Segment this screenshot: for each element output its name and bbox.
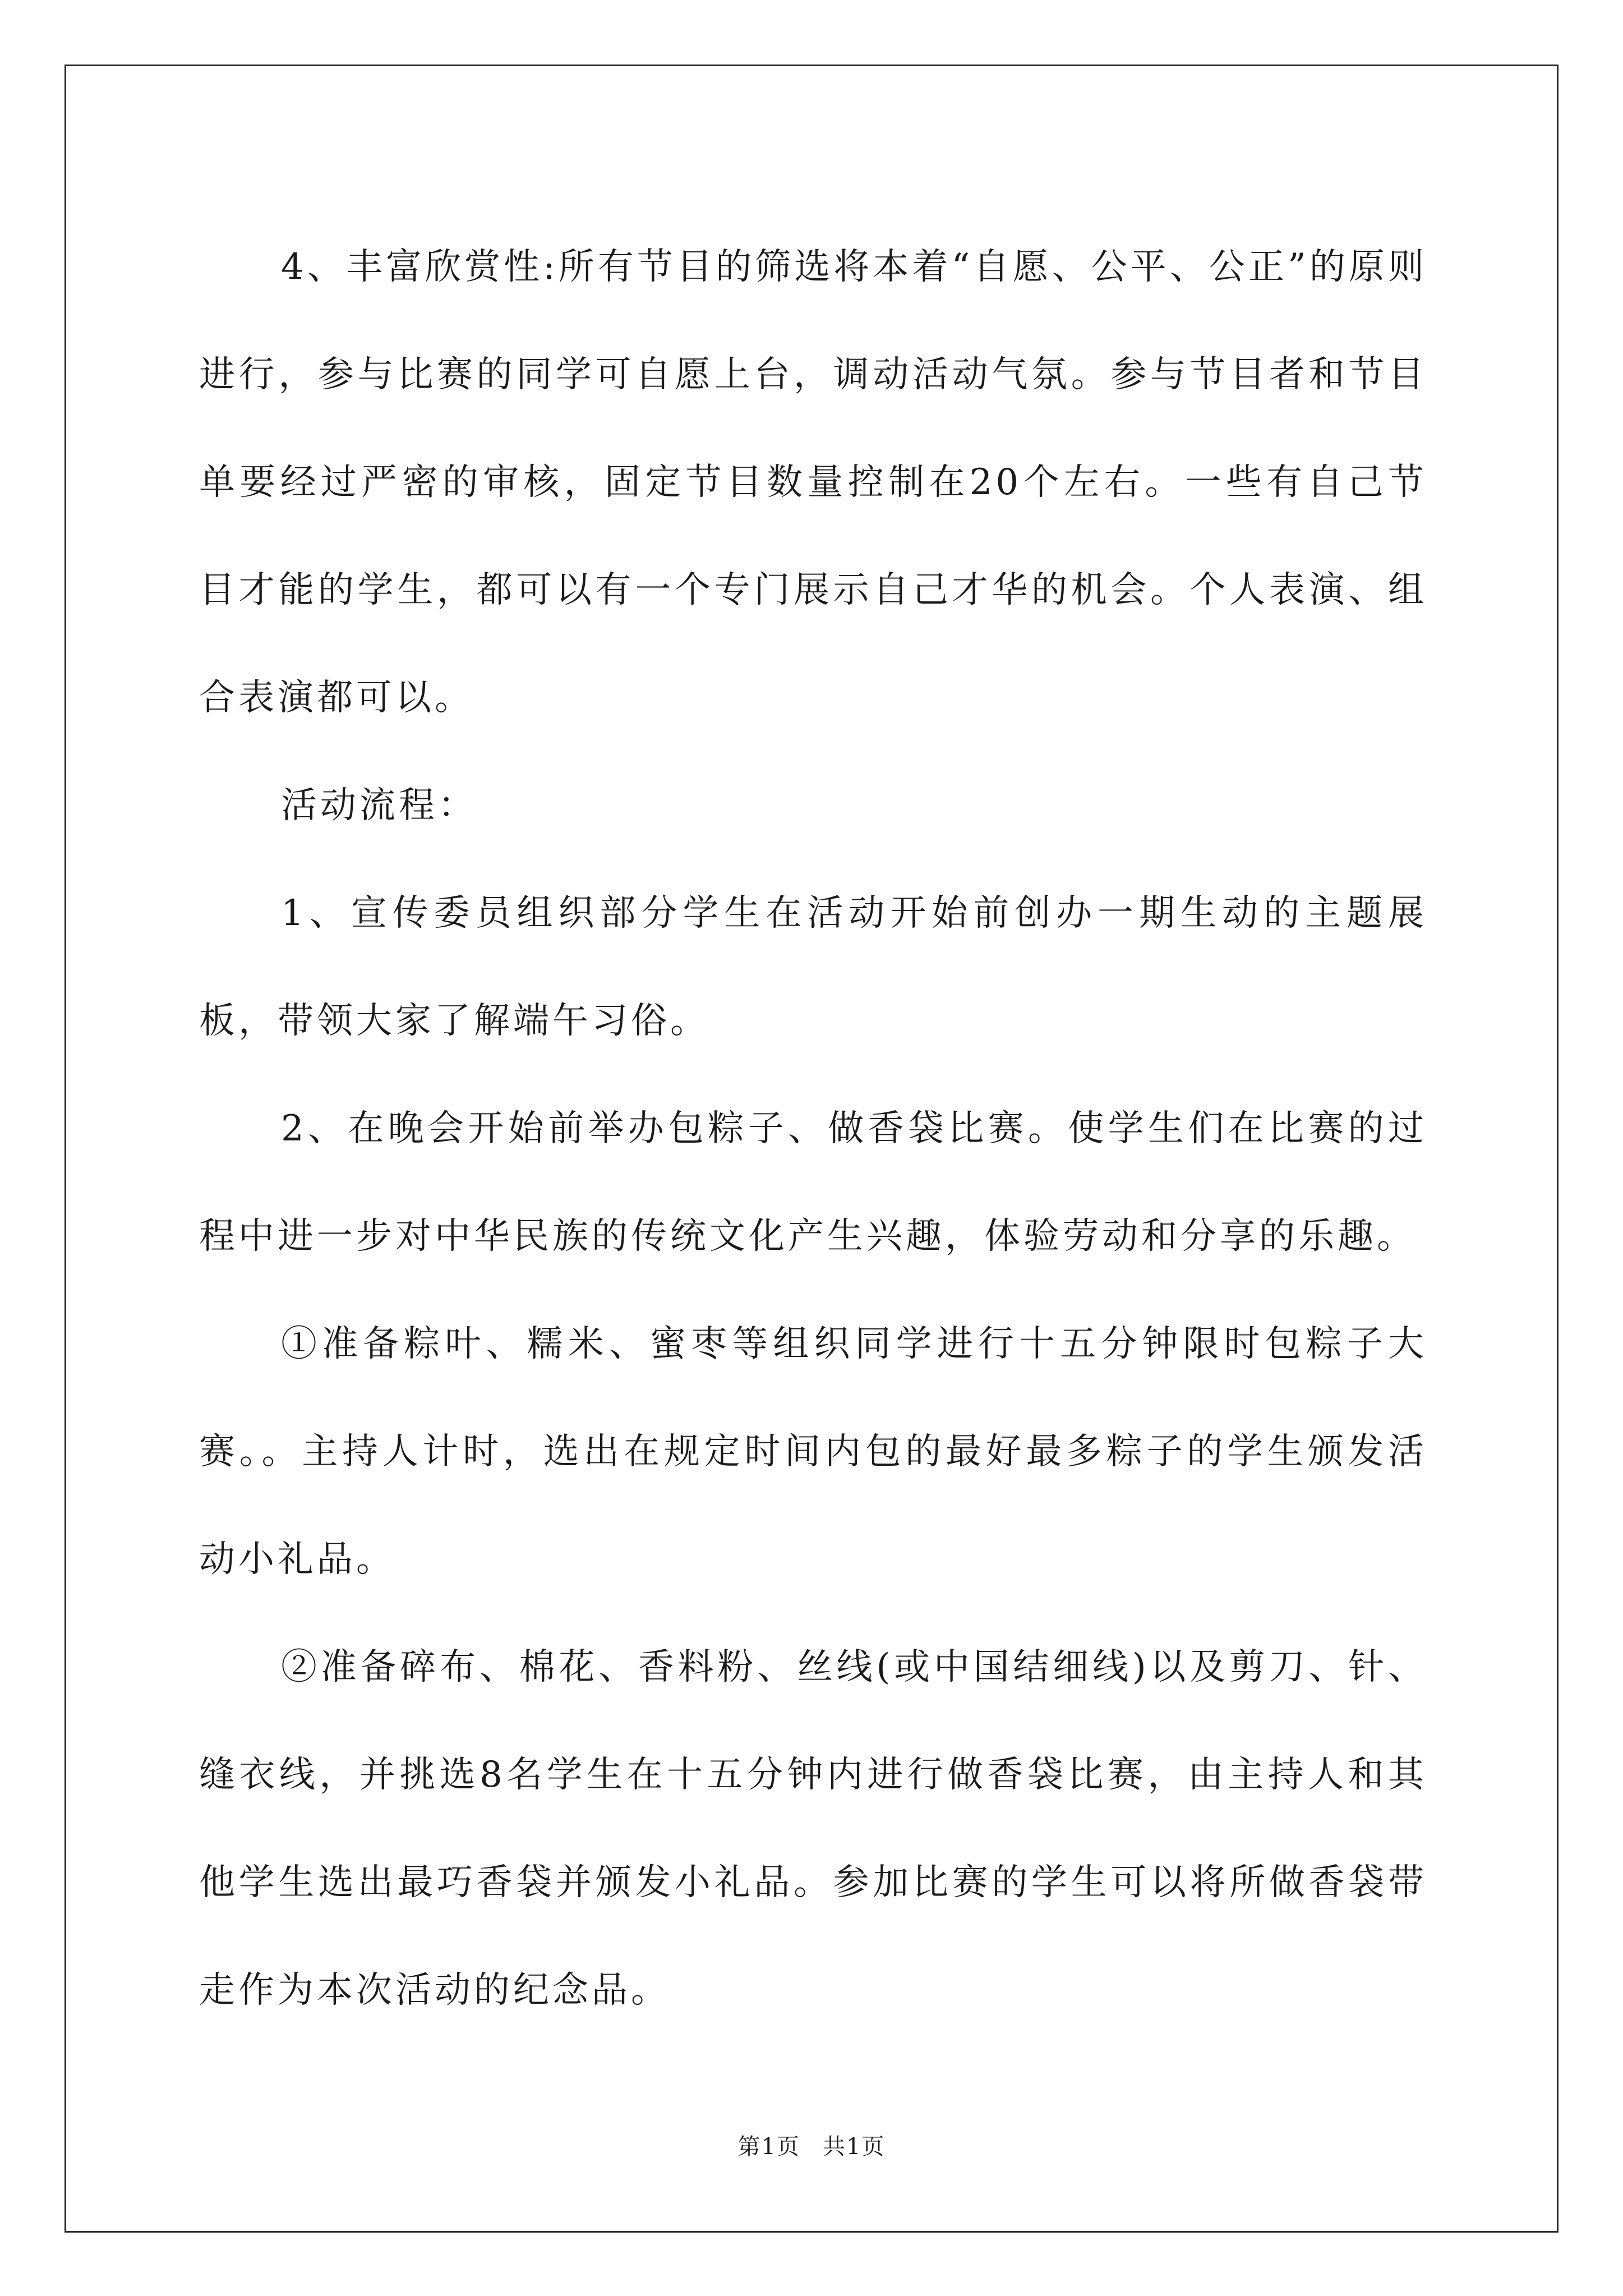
page-number-total: 共1页: [823, 2134, 886, 2160]
paragraph-activity-process-heading: 活动流程：: [281, 785, 477, 826]
paragraph-step-2: 2、在晚会开始前举办包粽子、做香袋比赛。使学生们在比赛的过程中进一步对中华民族的传统文化产生兴趣，体验劳动和分享的乐趣。: [199, 1108, 1427, 1257]
document-body: [199, 213, 1427, 2044]
paragraph-step-1: 1、宣传委员组织部分学生在活动开始前创办一期生动的主题展板，带领大家了解端午习俗。: [199, 892, 1427, 1042]
paragraph-program-appreciation: 4、丰富欣赏性:所有节目的筛选将本着“自愿、公平、公正”的原则进行，参与比赛的同学可自愿上台，调动活动气氛。参与节目者和节目单要经过严密的审核，固定节目数量控制在20个左右。一些有自己节目才能的学生，都可以有一个专门展示自己才华的机会。个人表演、组合表演都可以。: [199, 246, 1427, 719]
page-footer: [0, 2129, 1623, 2161]
paragraph-zongzi-contest: ①准备粽叶、糯米、蜜枣等组织同学进行十五分钟限时包粽子大赛。。主持人计时，选出在规定时间内包的最好最多粽子的学生颁发活动小礼品。: [199, 1323, 1427, 1580]
page-number-current: 第1页: [737, 2134, 800, 2160]
paragraph-sachet-contest: ②准备碎布、棉花、香料粉、丝线(或中国结细线)以及剪刀、针、缝衣线，并挑选8名学生在十五分钟内进行做香袋比赛，由主持人和其他学生选出最巧香袋并颁发小礼品。参加比赛的学生可以将所做香袋带走作为本次活动的纪念品。: [199, 1646, 1427, 2011]
